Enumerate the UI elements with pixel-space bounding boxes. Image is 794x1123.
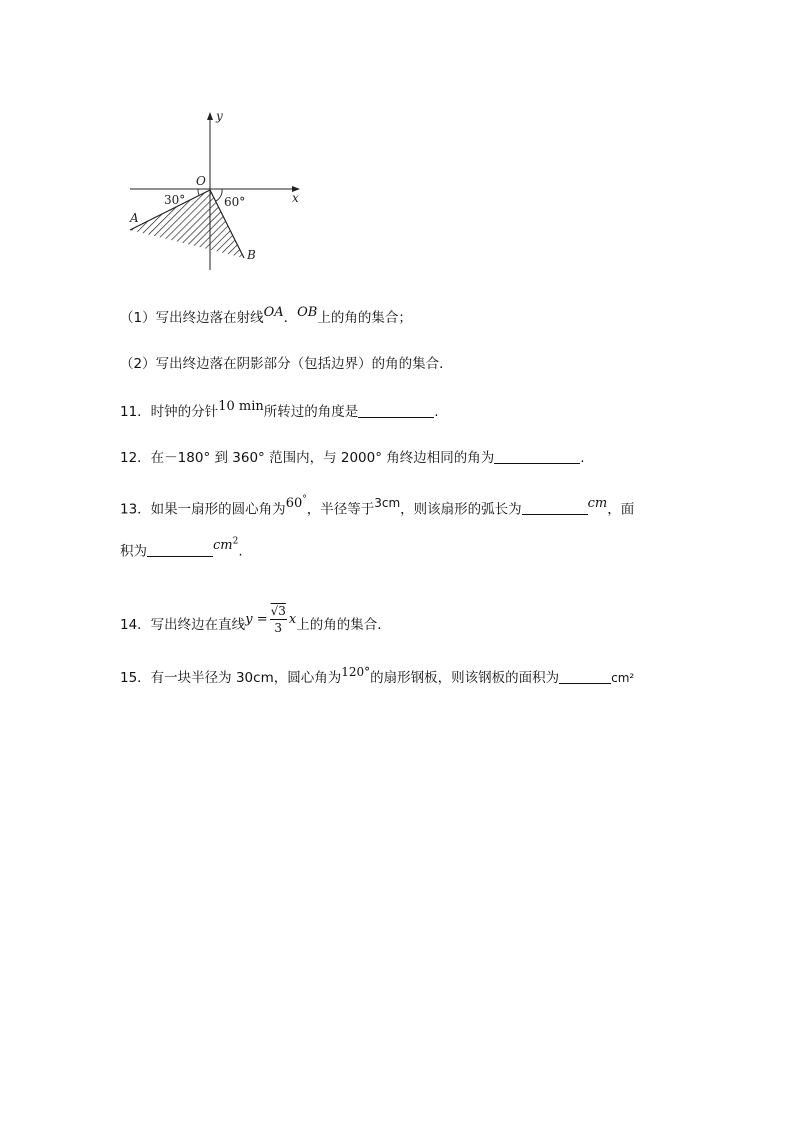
q14-equals: = (256, 612, 268, 627)
q15-prefix: 15．有一块半径为 30cm，圆心角为 (120, 670, 342, 686)
angle-arc-a (198, 189, 199, 195)
angle-figure (120, 100, 320, 280)
q14-prefix: 14．写出终边在直线 (120, 617, 246, 633)
question-11 (120, 399, 439, 423)
q13-mid: ，半径等于 (306, 501, 375, 518)
q14-equation (245, 604, 297, 635)
question-14 (120, 604, 382, 643)
q11-answer-blank[interactable] (358, 403, 434, 418)
point-b-label: B (247, 248, 256, 262)
q15-angle: 120° (341, 665, 371, 679)
q10-1-suffix: 上的角的集合； (317, 310, 412, 326)
q14-suffix: 上的角的集合. (296, 617, 382, 633)
y-axis-label: y (216, 109, 223, 123)
q11-duration: 10 min (218, 399, 264, 414)
q14-denominator: 3 (274, 621, 283, 635)
q13-unit-cm2-base: cm (213, 538, 233, 554)
q13-unit-cm2 (213, 538, 238, 553)
question-15 (120, 665, 635, 688)
q13-unit-cm2-exponent: 2 (232, 537, 239, 547)
q15-suffix: 的扇形钢板，则该钢板的面积为 (370, 670, 560, 686)
q12-end: . (580, 450, 585, 466)
q10-1-prefix: （1）写出终边落在射线 (120, 310, 264, 326)
ray-oa-label: OA (263, 305, 284, 320)
origin-label: O (196, 174, 206, 188)
q14-x: x (288, 612, 297, 627)
q15-unit: cm² (611, 671, 635, 685)
q10-2-text: （2）写出终边落在阴影部分（包括边界）的角的集合． (120, 356, 453, 372)
question-10-part-2 (120, 354, 453, 374)
q13-degree-sign: ° (302, 495, 307, 505)
q13-unit-cm: cm (587, 496, 608, 512)
question-12 (120, 448, 585, 468)
q14-numerator (270, 603, 287, 620)
angle-b-label: 60° (224, 195, 246, 209)
coordinate-diagram (120, 100, 320, 280)
q14-sqrt3: √3 (270, 604, 286, 618)
question-13 (120, 496, 634, 520)
ray-ob-label: OB (297, 305, 318, 320)
q12-text: 12．在－180° 到 360° 范围内，与 2000° 角终边相同的角为 (120, 450, 495, 466)
q12-answer-blank[interactable] (494, 449, 580, 464)
x-axis-label: x (292, 191, 299, 205)
q14-fraction (270, 603, 287, 636)
q13-radius: 3cm (374, 496, 401, 511)
q13-area-blank[interactable] (147, 542, 213, 557)
q10-1-separator: ． (283, 310, 298, 326)
q11-end: . (434, 404, 439, 420)
question-10-part-1 (120, 305, 412, 329)
q13-after: ，面 (607, 501, 635, 518)
q13-arc-length-blank[interactable] (522, 500, 588, 515)
angle-arc-b (216, 189, 222, 201)
q11-suffix: 所转过的角度是 (263, 404, 359, 420)
q13-prefix: 13．如果一扇形的圆心角为 (120, 501, 286, 518)
q11-prefix: 11．时钟的分针 (120, 404, 219, 420)
q13-angle (286, 496, 307, 511)
y-axis-arrow-icon (207, 112, 213, 120)
point-a-label: A (130, 211, 139, 225)
q13-angle-value: 60 (285, 496, 303, 512)
q13-area-prefix: 积为 (120, 543, 147, 560)
q14-y: y (245, 612, 253, 627)
angle-a-label: 30° (164, 193, 186, 207)
q15-answer-blank[interactable] (559, 669, 611, 684)
question-13-line-2 (120, 538, 243, 562)
q13-end: . (238, 543, 243, 560)
q13-mid2: ，则该扇形的弧长为 (400, 501, 522, 518)
